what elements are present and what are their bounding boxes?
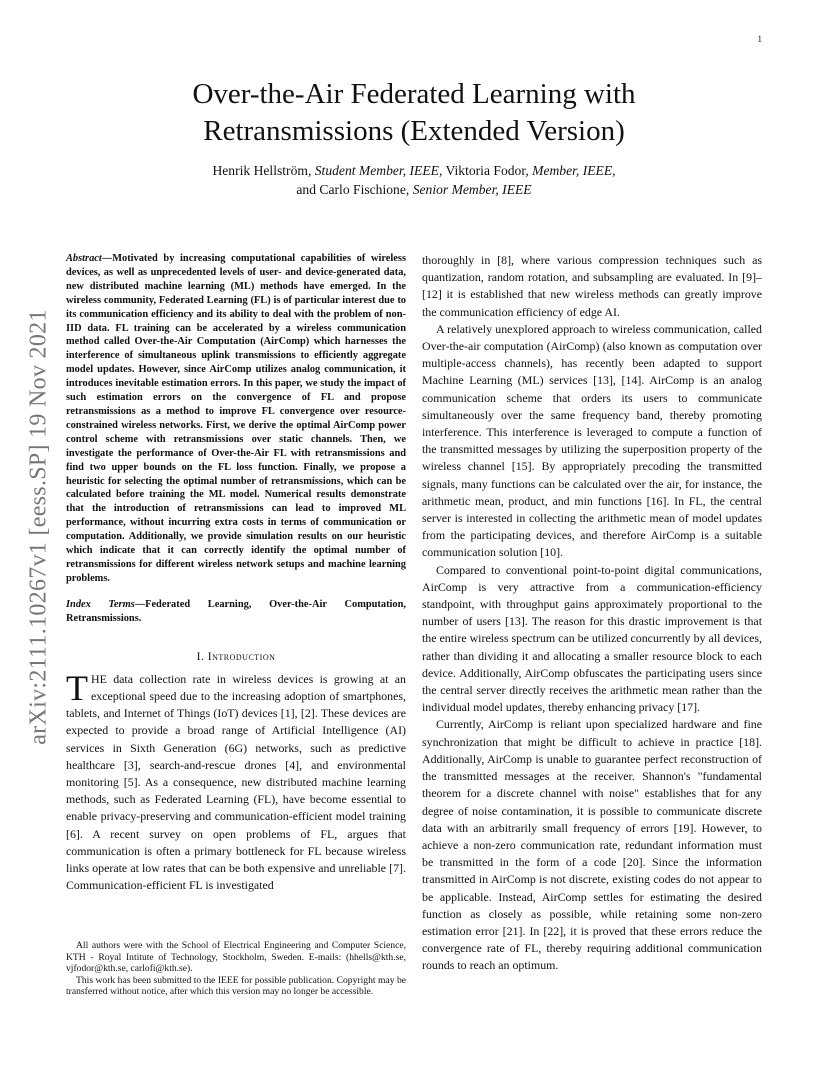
intro-paragraph-1 (66, 667, 406, 895)
footnote-submission: This work has been submitted to the IEEE for possible publication. Copyright may be transferred without notice, after which this version may no longer be accessible. (66, 974, 406, 998)
arxiv-sidebar-stamp (24, 278, 54, 776)
drop-cap: T (66, 667, 88, 708)
author-line-1 (64, 161, 764, 180)
abstract-text: —Motivated by increasing computational capabilities of wireless devices, as well as unprecedented levels of user- and device-generated data, new distributed machine learning (ML) methods have emerged. In the wireless community, Federated Learning (FL) is of particular interest due to its communication efficiency and its ability to deal with the problem of non-IID data. FL training can be accelerated by a wireless communication method called Over-the-Air Computation (AirComp) which harnesses the interference of simultaneous uplink transmissions to efficiently aggregate model updates. However, since AirComp utilizes analog communication, it introduces inevitable estimation errors. In this paper, we study the impact of such estimation errors on the convergence of FL and propose retransmissions as a method to improve FL convergence over resource-constrained wireless networks. First, we derive the optimal AirComp power control scheme with retransmissions over static channels. Then, we investigate the performance of Over-the-Air FL with retransmissions and find two upper bounds on the FL loss function. Finally, we propose a heuristic for selecting the optimal number of retransmissions, which can be calculated before training the ML model. Numerical results demonstrate that the introduction of retransmissions can lead to improved ML performance, without incurring extra costs in terms of communication or computation. Additionally, we provide simulation results on our heuristic which indicate that it can correctly identify the optimal number of retransmissions for different wireless network setups and machine learning problems. (66, 253, 406, 584)
author-3-name: and Carlo Fischione, (296, 182, 413, 197)
intro-small-caps: HE (91, 671, 107, 686)
author-line-2 (64, 180, 764, 199)
index-terms-lead: Index Terms (66, 598, 135, 610)
author-2-name: Viktoria Fodor, (442, 163, 533, 178)
author-2-role: Member, IEEE, (532, 163, 616, 178)
paper-title (64, 76, 764, 150)
intro-text: data collection rate in wireless devices is growing at an exceptional speed due to the increasing adoption of smartphones, tablets, and Internet of Things (IoT) devices [1], [2]. These devices are expected to provide a broad range of Artificial Intelligence (AI) services in Sixth Generation (6G) networks, such as predictive healthcare [3], search-and-rescue drones [4], and environmental monitoring [5]. As a consequence, new distributed machine learning methods, such as Federated Learning (FL), have become essential to enable privacy-preserving and communication-efficient model training [6]. A recent survey on open problems of FL, argues that communication is often a primary bottleneck for FL because wireless links operate at low rates that can be both expensive and unreliable [7]. Communication-efficient FL is investigated (66, 671, 406, 893)
title-line-2: Retransmissions (Extended Version) (203, 115, 625, 147)
right-paragraph-3: Currently, AirComp is reliant upon specialized hardware and fine synchronization that might be difficult to achieve in practice [18]. Additionally, AirComp is unable to guarantee perfect reconstruction of the transmitted messages at the receiver. Shannon's "fundamental theorem for a discrete channel with noise" establishes that for any degree of noise contamination, it is possible to communicate discrete data with an arbitrarily small frequency of errors [19]. However, to achieve a non-zero communication rate, redundant information must be transmitted in the form of a code [20]. Since the information transmitted in AirComp is not discrete, existing codes do not appear to be applicable. Instead, AirComp settles for estimating the desired function as closely as possible, while retaining some non-zero estimation error [21]. In [22], it is proved that these errors reduce the convergence rate of FL, thereby requiring additional communication rounds to reach an optimum. (422, 717, 762, 973)
left-column (66, 252, 406, 894)
footnote-affiliation: All authors were with the School of Electrical Engineering and Computer Science, KTH - Royal Intitute of Technology, Stockholm, Sweden. E-mails: (hhells@kth.se, vjfodor@kth.se, carlofi@kth.se). (66, 940, 406, 975)
title-line-1: Over-the-Air Federated Learning with (192, 78, 636, 110)
author-block (64, 161, 764, 199)
footnotes (66, 940, 406, 998)
index-terms (66, 598, 406, 626)
section-heading: I. Introduction (196, 649, 276, 663)
right-paragraph-2: Compared to conventional point-to-point digital communications, AirComp is very attractive from a communication-efficiency standpoint, with throughput gains approximately proportional to the number of users [13]. The reason for this drastic improvement is that the entire wireless spectrum can be utilized concurrently by all devices, rather than dividing it and allocating a smaller resource block to each device. Additionally, AirComp obfuscates the participating users since the central server directly receives the arithmetic mean rather than the individual model updates, thereby enhancing privacy [17]. (422, 562, 762, 715)
right-paragraph-0: thoroughly in [8], where various compression techniques such as quantization, random rotation, and subsampling are evaluated. In [9]–[12] it is established that new wireless methods can greatly improve the communication efficiency of edge AI. (422, 253, 762, 319)
arxiv-id: arXiv:2111.10267v1 [eess.SP] 19 Nov 2021 (25, 309, 52, 745)
right-paragraph-1: A relatively unexplored approach to wireless communication, called Over-the-air computation (AirComp) (also known as computation over multiple-access channels), has recently been adapted to support Machine Learning (ML) services [13], [14]. AirComp is an analog communication scheme that orders its users to communicate simultaneously over the same frequency band, thereby promoting interference. This interference is leveraged to compute a function of the transmitted messages by utilizing the superposition property of the wireless channel [15]. By appropriately precoding the transmitted signals, many functions can be calculated over the air, for instance, the arithmetic mean, product, and min functions [16]. In FL, the central server is interested in collecting the arithmetic mean of model updates from the participating devices, and therefore AirComp is a suitable communication solution [10]. (422, 321, 762, 560)
author-1-name: Henrik Hellström, (212, 163, 315, 178)
author-3-role: Senior Member, IEEE (412, 182, 532, 197)
abstract (66, 252, 406, 586)
right-column (422, 252, 762, 975)
index-terms-text: —Federated Learning, Over-the-Air Computation, Retransmissions. (66, 598, 406, 624)
author-1-role: Student Member, IEEE, (314, 163, 443, 178)
page-number: 1 (757, 34, 762, 44)
abstract-lead: Abstract (66, 253, 102, 264)
